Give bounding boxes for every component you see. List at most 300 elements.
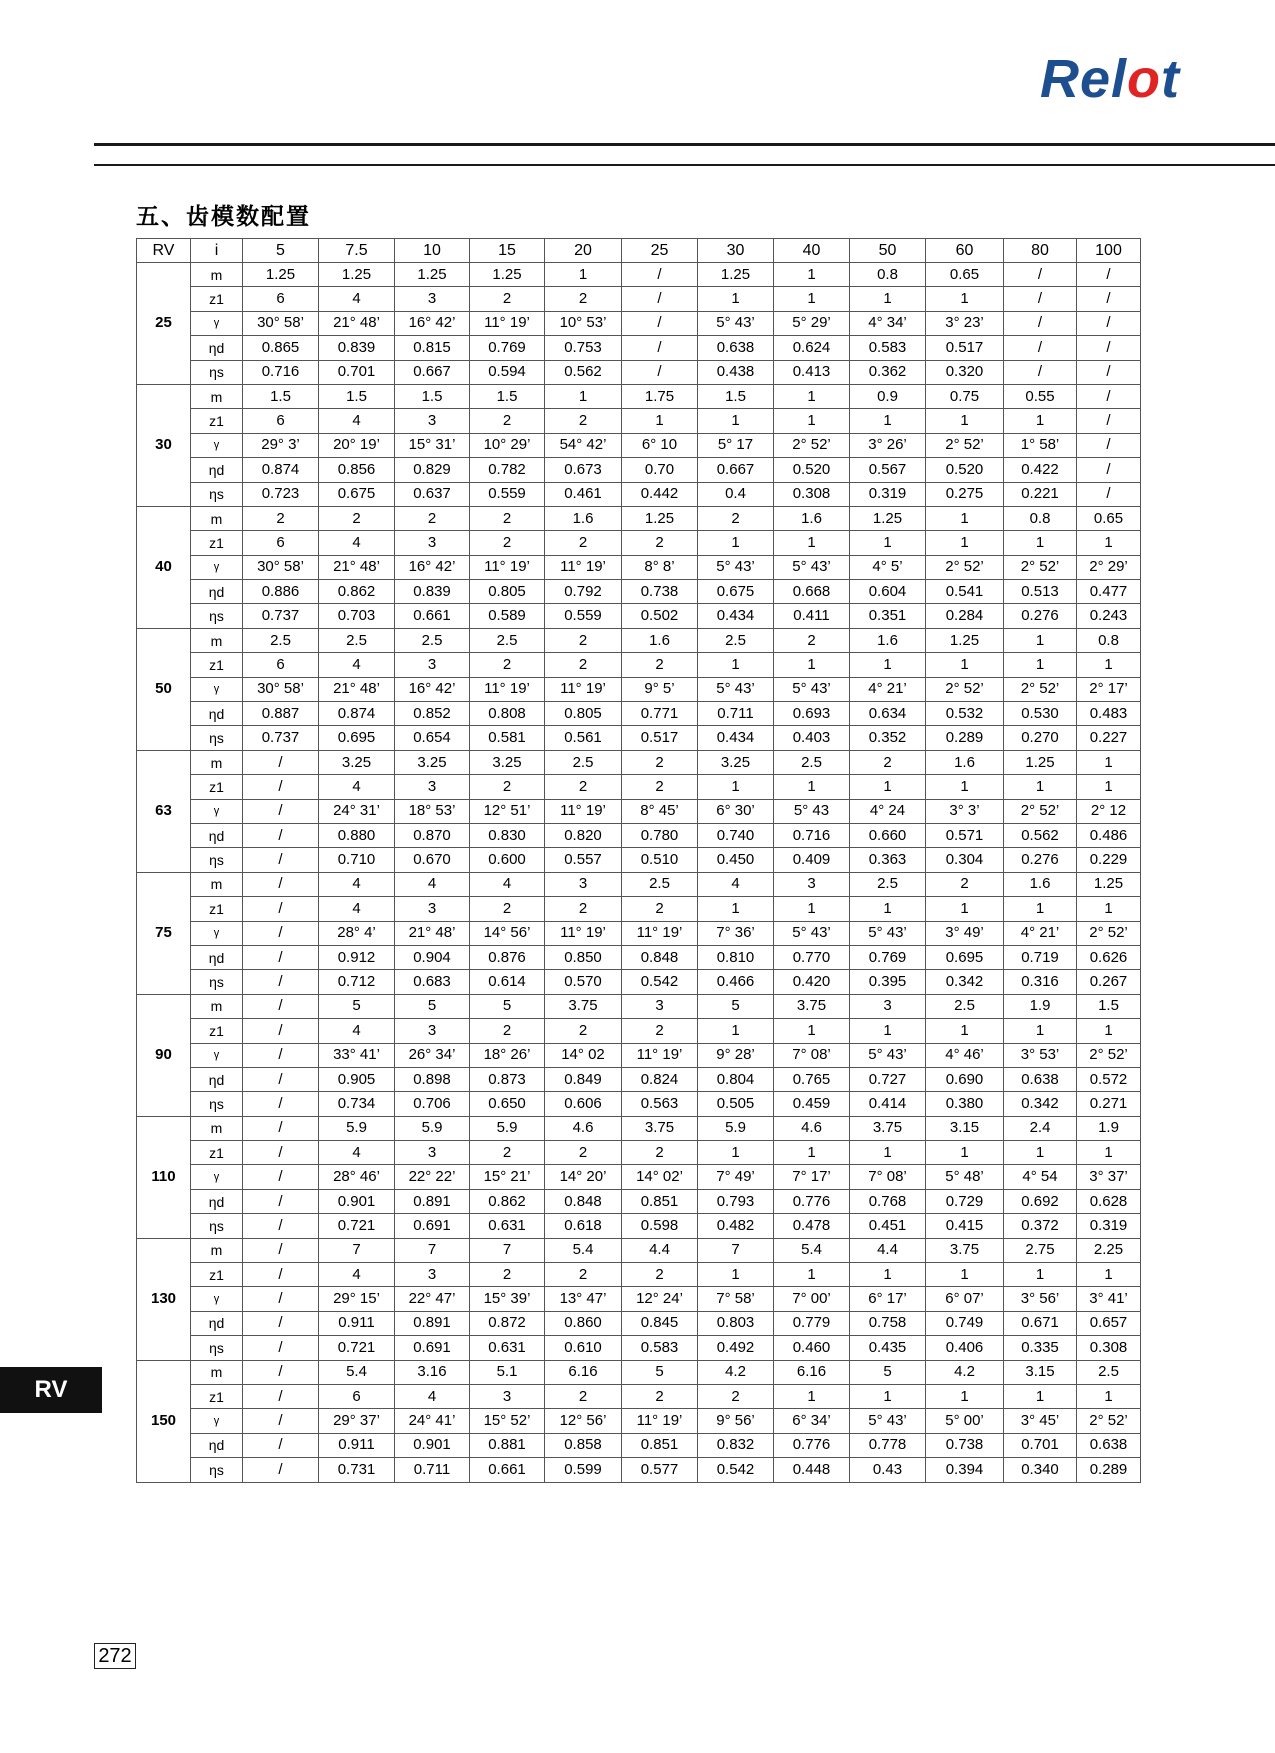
value-cell: 12° 24’ xyxy=(622,1287,698,1311)
value-cell: 1 xyxy=(545,384,622,408)
value-cell: 29° 15’ xyxy=(319,1287,395,1311)
value-cell: 1 xyxy=(698,287,774,311)
value-cell: 0.342 xyxy=(1004,1092,1077,1116)
param-label: γ xyxy=(191,1287,243,1311)
value-cell: 0.862 xyxy=(319,580,395,604)
table-row xyxy=(137,872,1141,896)
value-cell: 0.483 xyxy=(1077,702,1141,726)
value-cell: 26° 34’ xyxy=(395,1043,470,1067)
value-cell: 3.75 xyxy=(622,1116,698,1140)
value-cell: 0.675 xyxy=(319,482,395,506)
value-cell: 3 xyxy=(395,409,470,433)
value-cell: 0.411 xyxy=(774,604,850,628)
value-cell: 4 xyxy=(395,872,470,896)
value-cell: 0.734 xyxy=(319,1092,395,1116)
value-cell: 14° 02’ xyxy=(622,1165,698,1189)
value-cell: 0.351 xyxy=(850,604,926,628)
table-row xyxy=(137,970,1141,994)
value-cell: 2.5 xyxy=(926,994,1004,1018)
value-cell: / xyxy=(243,1116,319,1140)
value-cell: 3 xyxy=(470,1384,545,1408)
value-cell: 0.542 xyxy=(622,970,698,994)
value-cell: 0.243 xyxy=(1077,604,1141,628)
table-row xyxy=(137,1067,1141,1091)
value-cell: 0.770 xyxy=(774,945,850,969)
value-cell: 5° 43 xyxy=(774,799,850,823)
table-row xyxy=(137,1116,1141,1140)
value-cell: 2° 52’ xyxy=(1077,1043,1141,1067)
value-cell: 2 xyxy=(926,872,1004,896)
value-cell: 2.5 xyxy=(622,872,698,896)
value-cell: 0.839 xyxy=(319,336,395,360)
value-cell: 1.6 xyxy=(622,628,698,652)
param-label: ηs xyxy=(191,482,243,506)
value-cell: 0.486 xyxy=(1077,823,1141,847)
value-cell: 5° 48’ xyxy=(926,1165,1004,1189)
value-cell: 0.304 xyxy=(926,848,1004,872)
value-cell: 5.4 xyxy=(319,1360,395,1384)
table-row xyxy=(137,897,1141,921)
value-cell: 2 xyxy=(470,409,545,433)
table-row xyxy=(137,409,1141,433)
value-cell: 3 xyxy=(395,1019,470,1043)
value-cell: 0.8 xyxy=(850,263,926,287)
value-cell: 0.434 xyxy=(698,726,774,750)
value-cell: 0.832 xyxy=(698,1433,774,1457)
value-cell: 2 xyxy=(622,1384,698,1408)
value-cell: 2.5 xyxy=(319,628,395,652)
param-label: γ xyxy=(191,1043,243,1067)
value-cell: 0.267 xyxy=(1077,970,1141,994)
value-cell: 1 xyxy=(1077,775,1141,799)
rv-size-cell: 25 xyxy=(137,263,191,385)
value-cell: 29° 3’ xyxy=(243,433,319,457)
table-row xyxy=(137,1311,1141,1335)
value-cell: 0.904 xyxy=(395,945,470,969)
value-cell: 0.320 xyxy=(926,360,1004,384)
value-cell: 2 xyxy=(622,775,698,799)
value-cell: 1.25 xyxy=(470,263,545,287)
section-title: 五、齿模数配置 xyxy=(136,204,311,230)
value-cell: 2 xyxy=(545,897,622,921)
value-cell: 0.541 xyxy=(926,580,1004,604)
value-cell: 0.706 xyxy=(395,1092,470,1116)
value-cell: 0.874 xyxy=(319,702,395,726)
value-cell: / xyxy=(243,945,319,969)
value-cell: 1.5 xyxy=(395,384,470,408)
value-cell: 4 xyxy=(395,1384,470,1408)
value-cell: 0.559 xyxy=(470,482,545,506)
value-cell: 0.482 xyxy=(698,1214,774,1238)
value-cell: 13° 47’ xyxy=(545,1287,622,1311)
value-cell: 5° 43’ xyxy=(774,921,850,945)
value-cell: 2 xyxy=(470,897,545,921)
param-label: ηd xyxy=(191,945,243,969)
value-cell: 1.5 xyxy=(1077,994,1141,1018)
table-row xyxy=(137,726,1141,750)
value-cell: 0.276 xyxy=(1004,848,1077,872)
value-cell: / xyxy=(1004,287,1077,311)
value-cell: 0.654 xyxy=(395,726,470,750)
value-cell: 0.848 xyxy=(622,945,698,969)
value-cell: 0.911 xyxy=(319,1311,395,1335)
value-cell: 0.448 xyxy=(774,1458,850,1482)
value-cell: 2.25 xyxy=(1077,1238,1141,1262)
value-cell: 20° 19’ xyxy=(319,433,395,457)
value-cell: 11° 19’ xyxy=(622,1043,698,1067)
value-cell: 2 xyxy=(545,628,622,652)
value-cell: 1 xyxy=(774,287,850,311)
table-row xyxy=(137,1409,1141,1433)
param-label: ηs xyxy=(191,726,243,750)
value-cell: 0.520 xyxy=(926,458,1004,482)
value-cell: 2.5 xyxy=(850,872,926,896)
value-cell: 2.5 xyxy=(1077,1360,1141,1384)
table-row xyxy=(137,1189,1141,1213)
value-cell: / xyxy=(1077,263,1141,287)
value-cell: / xyxy=(1077,384,1141,408)
value-cell: 0.403 xyxy=(774,726,850,750)
value-cell: 5° 43’ xyxy=(774,555,850,579)
value-cell: 0.363 xyxy=(850,848,926,872)
value-cell: 5.1 xyxy=(470,1360,545,1384)
value-cell: 2 xyxy=(622,1263,698,1287)
param-label: z1 xyxy=(191,531,243,555)
value-cell: 0.780 xyxy=(622,823,698,847)
rv-size-cell: 30 xyxy=(137,384,191,506)
value-cell: 1 xyxy=(926,506,1004,530)
value-cell: 22° 22’ xyxy=(395,1165,470,1189)
value-cell: 3 xyxy=(395,531,470,555)
value-cell: 0.583 xyxy=(850,336,926,360)
value-cell: 0.870 xyxy=(395,823,470,847)
value-cell: / xyxy=(622,287,698,311)
value-cell: 1 xyxy=(1004,775,1077,799)
value-cell: 0.690 xyxy=(926,1067,1004,1091)
rv-size-cell: 110 xyxy=(137,1116,191,1238)
value-cell: 3.75 xyxy=(850,1116,926,1140)
value-cell: 2 xyxy=(545,1141,622,1165)
param-label: γ xyxy=(191,555,243,579)
value-cell: 15° 31’ xyxy=(395,433,470,457)
value-cell: 1 xyxy=(850,531,926,555)
value-cell: 2 xyxy=(395,506,470,530)
param-label: ηs xyxy=(191,1214,243,1238)
value-cell: / xyxy=(1077,311,1141,335)
value-cell: 0.727 xyxy=(850,1067,926,1091)
value-cell: 1 xyxy=(774,1141,850,1165)
value-cell: 2.5 xyxy=(395,628,470,652)
value-cell: 0.65 xyxy=(1077,506,1141,530)
value-cell: 3.15 xyxy=(926,1116,1004,1140)
value-cell: 3.15 xyxy=(1004,1360,1077,1384)
value-cell: 0.778 xyxy=(850,1433,926,1457)
value-cell: 0.815 xyxy=(395,336,470,360)
table-row xyxy=(137,433,1141,457)
table-row xyxy=(137,1336,1141,1360)
table-row xyxy=(137,1238,1141,1262)
value-cell: 15° 21’ xyxy=(470,1165,545,1189)
value-cell: / xyxy=(1077,287,1141,311)
value-cell: 6 xyxy=(243,653,319,677)
value-cell: 2.5 xyxy=(774,750,850,774)
value-cell: 0.851 xyxy=(622,1433,698,1457)
value-cell: 2° 17’ xyxy=(1077,677,1141,701)
value-cell: 0.865 xyxy=(243,336,319,360)
value-cell: 1.9 xyxy=(1004,994,1077,1018)
value-cell: 1 xyxy=(850,287,926,311)
value-cell: 2.5 xyxy=(243,628,319,652)
value-cell: 5° 43’ xyxy=(850,1043,926,1067)
value-cell: 0.631 xyxy=(470,1336,545,1360)
value-cell: 0.542 xyxy=(698,1458,774,1482)
value-cell: 5.9 xyxy=(470,1116,545,1140)
value-cell: 1 xyxy=(926,653,1004,677)
value-cell: / xyxy=(1004,263,1077,287)
value-cell: 4° 21’ xyxy=(1004,921,1077,945)
value-cell: 0.570 xyxy=(545,970,622,994)
value-cell: 1.6 xyxy=(774,506,850,530)
value-cell: 5° 43’ xyxy=(698,311,774,335)
value-cell: 0.776 xyxy=(774,1189,850,1213)
value-cell: / xyxy=(243,994,319,1018)
value-cell: 2° 52’ xyxy=(1004,799,1077,823)
value-cell: 0.600 xyxy=(470,848,545,872)
value-cell: 0.691 xyxy=(395,1214,470,1238)
table-row xyxy=(137,1019,1141,1043)
value-cell: 0.450 xyxy=(698,848,774,872)
value-cell: 5 xyxy=(698,994,774,1018)
table-row xyxy=(137,1287,1141,1311)
value-cell: 1 xyxy=(926,1263,1004,1287)
value-cell: 0.808 xyxy=(470,702,545,726)
value-cell: 0.638 xyxy=(1004,1067,1077,1091)
value-cell: / xyxy=(1004,360,1077,384)
value-cell: 4 xyxy=(319,775,395,799)
value-cell: 0.852 xyxy=(395,702,470,726)
value-cell: 5° 43’ xyxy=(850,1409,926,1433)
value-cell: 1.25 xyxy=(622,506,698,530)
value-cell: 0.9 xyxy=(850,384,926,408)
header-rule-bottom xyxy=(94,164,1275,166)
value-cell: 0.442 xyxy=(622,482,698,506)
value-cell: 0.874 xyxy=(243,458,319,482)
rv-size-cell: 63 xyxy=(137,750,191,872)
param-label: γ xyxy=(191,311,243,335)
header-rule-top xyxy=(94,143,1275,146)
param-label: m xyxy=(191,506,243,530)
value-cell: 0.887 xyxy=(243,702,319,726)
value-cell: 1 xyxy=(850,409,926,433)
value-cell: 1 xyxy=(698,1263,774,1287)
value-cell: 1 xyxy=(698,775,774,799)
value-cell: 1 xyxy=(926,531,1004,555)
value-cell: 5.4 xyxy=(774,1238,850,1262)
gear-module-table xyxy=(136,238,1141,1483)
value-cell: / xyxy=(243,1165,319,1189)
value-cell: 2 xyxy=(850,750,926,774)
value-cell: 2 xyxy=(470,506,545,530)
param-label: ηd xyxy=(191,458,243,482)
value-cell: 10° 29’ xyxy=(470,433,545,457)
value-cell: 6° 07’ xyxy=(926,1287,1004,1311)
value-cell: 0.668 xyxy=(774,580,850,604)
value-cell: 0.520 xyxy=(774,458,850,482)
value-cell: / xyxy=(243,1092,319,1116)
value-cell: 0.738 xyxy=(926,1433,1004,1457)
table-row xyxy=(137,458,1141,482)
value-cell: 2 xyxy=(622,531,698,555)
param-label: m xyxy=(191,872,243,896)
table-row xyxy=(137,311,1141,335)
value-cell: 0.229 xyxy=(1077,848,1141,872)
value-cell: 1 xyxy=(850,653,926,677)
value-cell: 0.335 xyxy=(1004,1336,1077,1360)
value-cell: 6° 30’ xyxy=(698,799,774,823)
value-cell: 2 xyxy=(622,1141,698,1165)
value-cell: 5 xyxy=(395,994,470,1018)
rv-size-cell: 50 xyxy=(137,628,191,750)
value-cell: 0.856 xyxy=(319,458,395,482)
value-cell: 2 xyxy=(698,1384,774,1408)
value-cell: 6° 34’ xyxy=(774,1409,850,1433)
value-cell: 0.70 xyxy=(622,458,698,482)
value-cell: 1 xyxy=(1077,531,1141,555)
value-cell: 3 xyxy=(622,994,698,1018)
value-cell: 2 xyxy=(545,1019,622,1043)
table-row xyxy=(137,1458,1141,1482)
value-cell: 0.532 xyxy=(926,702,1004,726)
value-cell: 2° 52’ xyxy=(926,555,1004,579)
value-cell: 0.779 xyxy=(774,1311,850,1335)
value-cell: 2.5 xyxy=(698,628,774,652)
table-row xyxy=(137,1263,1141,1287)
value-cell: 3.75 xyxy=(926,1238,1004,1262)
value-cell: 5° 00’ xyxy=(926,1409,1004,1433)
value-cell: 0.712 xyxy=(319,970,395,994)
value-cell: 11° 19’ xyxy=(470,311,545,335)
value-cell: 16° 42’ xyxy=(395,311,470,335)
value-cell: 0.572 xyxy=(1077,1067,1141,1091)
value-cell: 4 xyxy=(319,287,395,311)
value-cell: 2.75 xyxy=(1004,1238,1077,1262)
value-cell: 0.905 xyxy=(319,1067,395,1091)
param-label: z1 xyxy=(191,897,243,921)
param-label: m xyxy=(191,994,243,1018)
value-cell: 0.567 xyxy=(850,458,926,482)
value-cell: 0.409 xyxy=(774,848,850,872)
table-row xyxy=(137,1384,1141,1408)
value-cell: 3 xyxy=(545,872,622,896)
value-cell: 0.289 xyxy=(1077,1458,1141,1482)
value-cell: 4 xyxy=(319,897,395,921)
value-cell: 7° 36’ xyxy=(698,921,774,945)
value-cell: 1 xyxy=(698,1141,774,1165)
value-cell: 4° 46’ xyxy=(926,1043,1004,1067)
value-cell: / xyxy=(243,1384,319,1408)
param-label: γ xyxy=(191,921,243,945)
value-cell: 3.25 xyxy=(319,750,395,774)
ratio-header: 10 xyxy=(395,239,470,263)
table-row xyxy=(137,482,1141,506)
value-cell: 5 xyxy=(850,1360,926,1384)
value-cell: 0.581 xyxy=(470,726,545,750)
value-cell: 1 xyxy=(1004,531,1077,555)
ratio-header: 40 xyxy=(774,239,850,263)
value-cell: 3° 41’ xyxy=(1077,1287,1141,1311)
value-cell: 0.395 xyxy=(850,970,926,994)
value-cell: 6.16 xyxy=(545,1360,622,1384)
param-label: ηs xyxy=(191,1336,243,1360)
value-cell: 0.638 xyxy=(698,336,774,360)
ratio-header: 25 xyxy=(622,239,698,263)
ratio-header: 5 xyxy=(243,239,319,263)
value-cell: 0.422 xyxy=(1004,458,1077,482)
value-cell: 0.703 xyxy=(319,604,395,628)
value-cell: 0.691 xyxy=(395,1336,470,1360)
value-cell: 30° 58’ xyxy=(243,311,319,335)
value-cell: 0.661 xyxy=(395,604,470,628)
value-cell: 2 xyxy=(622,750,698,774)
value-cell: 1 xyxy=(850,1019,926,1043)
value-cell: 0.562 xyxy=(1004,823,1077,847)
value-cell: 1 xyxy=(1004,1019,1077,1043)
value-cell: 0.43 xyxy=(850,1458,926,1482)
value-cell: 1 xyxy=(698,1019,774,1043)
value-cell: 16° 42’ xyxy=(395,555,470,579)
value-cell: 1 xyxy=(1004,409,1077,433)
value-cell: 4 xyxy=(470,872,545,896)
value-cell: 18° 53’ xyxy=(395,799,470,823)
value-cell: 21° 48’ xyxy=(395,921,470,945)
value-cell: 3 xyxy=(395,897,470,921)
param-label: m xyxy=(191,384,243,408)
table-row xyxy=(137,945,1141,969)
table-row xyxy=(137,750,1141,774)
value-cell: 1 xyxy=(850,1384,926,1408)
value-cell: 3 xyxy=(850,994,926,1018)
value-cell: / xyxy=(243,1360,319,1384)
value-cell: 0.657 xyxy=(1077,1311,1141,1335)
value-cell: 2.5 xyxy=(545,750,622,774)
table-row xyxy=(137,360,1141,384)
value-cell: 1.6 xyxy=(545,506,622,530)
value-cell: 5 xyxy=(622,1360,698,1384)
value-cell: 11° 19’ xyxy=(545,799,622,823)
value-cell: 7° 49’ xyxy=(698,1165,774,1189)
value-cell: 5.9 xyxy=(395,1116,470,1140)
value-cell: 15° 39’ xyxy=(470,1287,545,1311)
value-cell: 1 xyxy=(926,775,1004,799)
value-cell: 3° 45’ xyxy=(1004,1409,1077,1433)
value-cell: 2 xyxy=(622,897,698,921)
value-cell: 0.881 xyxy=(470,1433,545,1457)
value-cell: 18° 26’ xyxy=(470,1043,545,1067)
value-cell: 1.25 xyxy=(243,263,319,287)
value-cell: 0.851 xyxy=(622,1189,698,1213)
table-row xyxy=(137,263,1141,287)
value-cell: 0.749 xyxy=(926,1311,1004,1335)
value-cell: 0.414 xyxy=(850,1092,926,1116)
value-cell: 0.502 xyxy=(622,604,698,628)
value-cell: 8° 45’ xyxy=(622,799,698,823)
value-cell: 28° 46’ xyxy=(319,1165,395,1189)
value-cell: 5° 43’ xyxy=(774,677,850,701)
value-cell: 0.911 xyxy=(319,1433,395,1457)
value-cell: 0.737 xyxy=(243,604,319,628)
value-cell: 0.380 xyxy=(926,1092,1004,1116)
value-cell: 0.55 xyxy=(1004,384,1077,408)
